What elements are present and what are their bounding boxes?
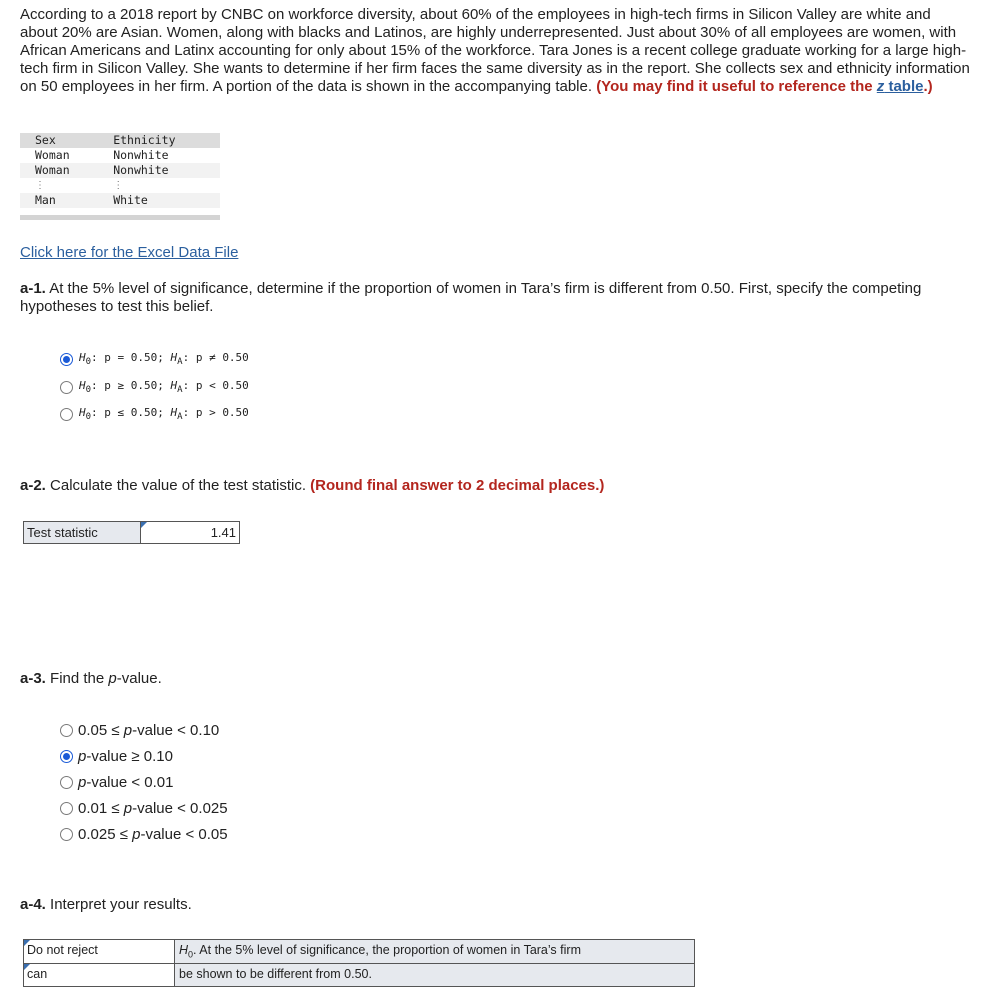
question-a2: a-2. Calculate the value of the test statistic. (Round final answer to 2 decimal places.) xyxy=(20,477,605,494)
can-cannot-dropdown[interactable]: can xyxy=(24,964,175,986)
table-row: Man White xyxy=(20,193,220,208)
test-statistic-label: Test statistic xyxy=(24,522,141,543)
question-a1: a-1. At the 5% level of significance, determine if the proportion of women in Tara’s firm is different from 0.50. First, specify the competing hypotheses to test this belief. xyxy=(20,280,922,315)
hypothesis-option-3[interactable]: $H_0$: p ≤ 0.50; $H_A$: p > 0.50 xyxy=(60,406,249,422)
hypothesis-option-2[interactable]: $H_0$: p ≥ 0.50; $H_A$: p < 0.50 xyxy=(60,379,249,395)
pvalue-option-4[interactable]: 0.01 ≤ p-value < 0.025 xyxy=(60,800,228,817)
radio-icon[interactable] xyxy=(60,381,73,394)
table-row: Woman Nonwhite xyxy=(35,148,169,162)
pvalue-option-3[interactable]: p-value < 0.01 xyxy=(60,774,174,791)
table-row-ellipsis: ⋮ ⋮ xyxy=(35,180,124,191)
hypothesis-option-1[interactable]: $H_0$: p = 0.50; $H_A$: p ≠ 0.50 xyxy=(60,351,249,367)
z-table-link[interactable]: z table xyxy=(876,78,924,95)
radio-icon[interactable] xyxy=(60,724,73,737)
interpretation-row-1 xyxy=(24,940,694,963)
pvalue-option-2[interactable]: p-value ≥ 0.10 xyxy=(60,748,173,765)
table-header-row xyxy=(20,133,220,148)
radio-icon[interactable] xyxy=(60,776,73,789)
problem-intro xyxy=(20,6,970,96)
interpretation-table xyxy=(23,939,695,987)
radio-icon[interactable] xyxy=(60,802,73,815)
interpretation-row-2 xyxy=(24,963,694,986)
intro-text: According to a 2018 report by CNBC on workforce diversity, about 60% of the employees in high-tech firms in Silicon Valley are white and about 20% are Asian. Women, along with blacks and Latinos, are highly underrepresented. Just about 30% of all employees are women, with African Americans and Latinx accounting for only about 15% of the workforce. Tara Jones is a recent college graduate working for a large high-tech firm in Silicon Valley. She wants to determine if her firm faces the same diversity as in the report. She collects sex and ethnicity information on 50 employees in her firm. A portion of the data is shown in the accompanying table. xyxy=(20,6,970,95)
radio-icon[interactable] xyxy=(60,353,73,366)
sample-data-table xyxy=(20,133,220,208)
interpretation-statement-1: $H_0$. At the 5% level of significance, the proportion of women in Tara’s firm xyxy=(175,940,694,963)
table-row: Woman Nonwhite xyxy=(20,163,220,178)
header-ethnicity: Ethnicity xyxy=(98,133,220,148)
decision-dropdown[interactable]: Do not reject xyxy=(24,940,175,963)
interpretation-statement-2: be shown to be different from 0.50. xyxy=(175,964,694,986)
radio-icon[interactable] xyxy=(60,408,73,421)
header-sex: Sex xyxy=(20,133,98,148)
z-table-hint: (You may find it useful to reference the z table.) xyxy=(596,78,933,95)
pvalue-option-5[interactable]: 0.025 ≤ p-value < 0.05 xyxy=(60,826,228,843)
question-a4: a-4. Interpret your results. xyxy=(20,896,192,913)
test-statistic-row xyxy=(23,521,240,544)
question-a3: a-3. Find the p-value. xyxy=(20,670,162,687)
radio-icon[interactable] xyxy=(60,750,73,763)
pvalue-option-1[interactable]: 0.05 ≤ p-value < 0.10 xyxy=(60,722,219,739)
table-footer-bar xyxy=(20,215,220,220)
test-statistic-input[interactable]: 1.41 xyxy=(141,522,239,543)
excel-data-link[interactable]: Click here for the Excel Data File xyxy=(20,244,239,261)
radio-icon[interactable] xyxy=(60,828,73,841)
